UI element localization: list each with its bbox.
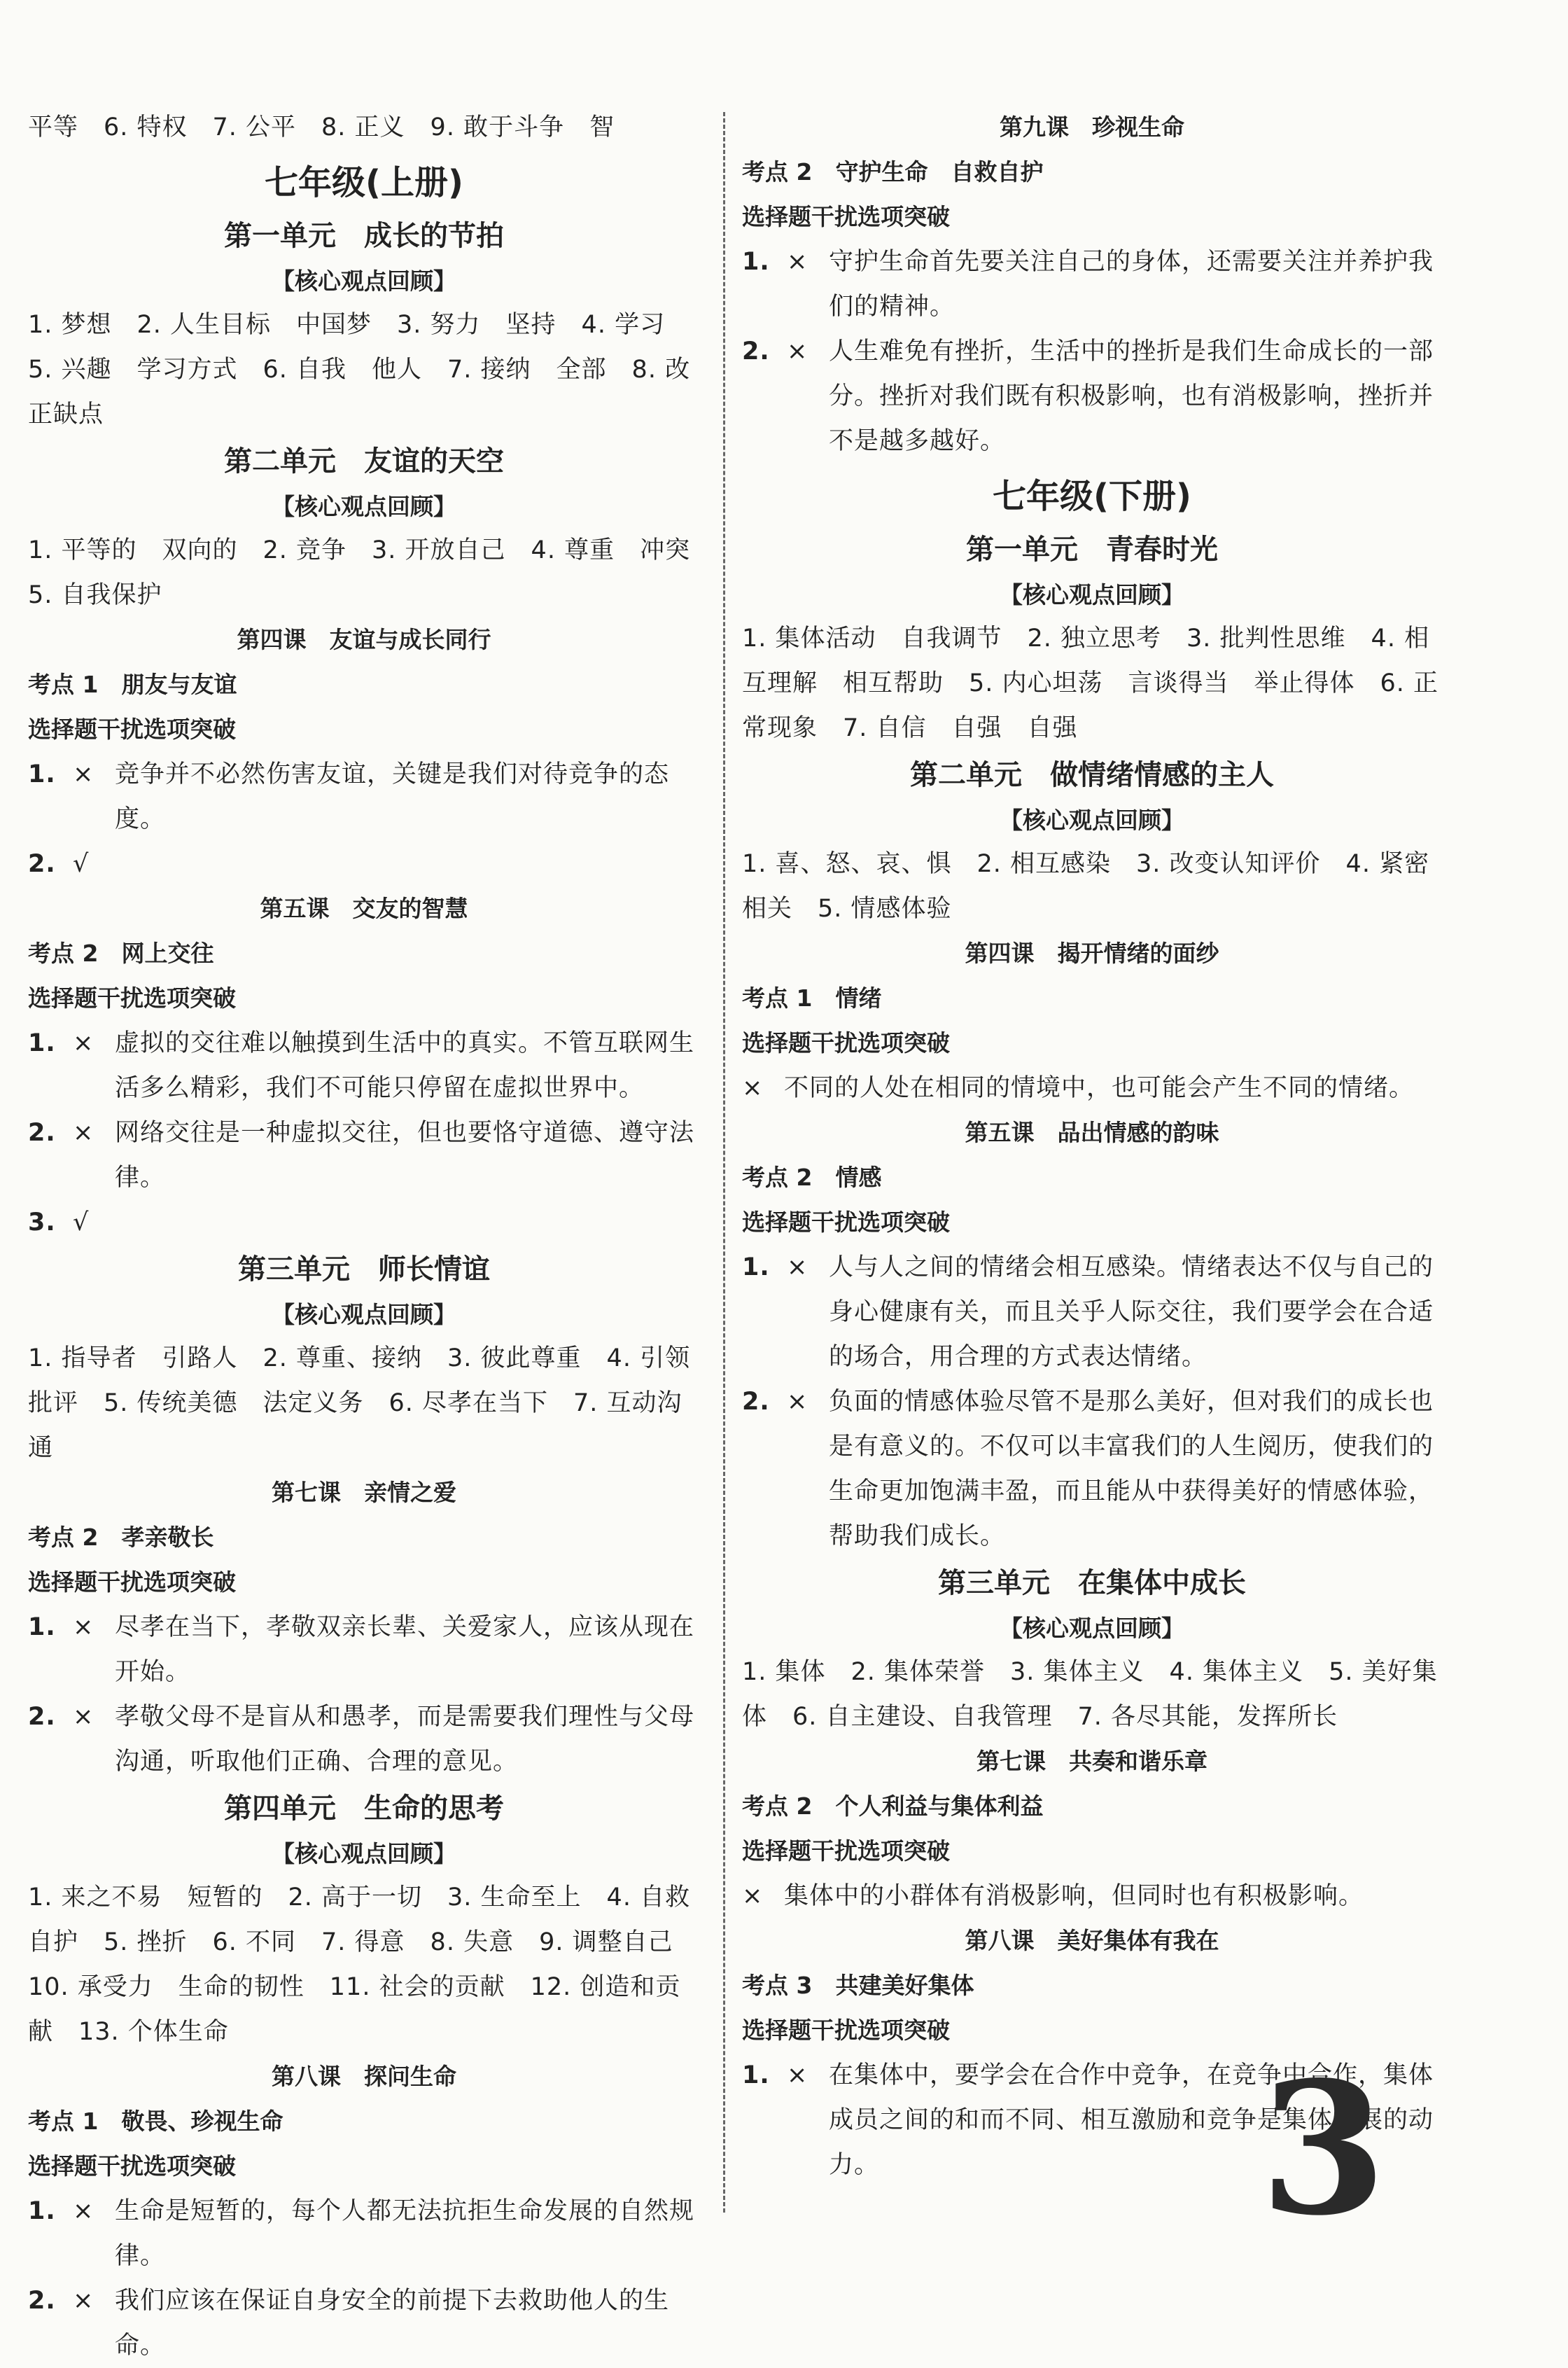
cross-mark: × [73,2287,94,2315]
answer-item [742,1379,1442,1559]
exam-point: 考点 2 网上交往 [28,940,214,967]
answer-item [742,1066,1442,1110]
review-heading: 【核心观点回顾】 [1000,1615,1184,1642]
lesson-heading-9: 第九课 珍视生命 [1000,113,1184,141]
cross-mark: × [73,1119,94,1147]
review-heading: 【核心观点回顾】 [272,493,456,520]
answer-item [28,842,700,886]
section-subheading: 选择题干扰选项突破 [742,2017,950,2044]
unit-heading-1: 第一单元 青春时光 [966,534,1218,566]
item-number: 2. [28,2287,56,2315]
answer-item [28,1110,700,1200]
section-subheading: 选择题干扰选项突破 [28,1568,236,1596]
item-number: 1. [28,1613,56,1641]
cross-mark: × [742,1074,764,1102]
cross-mark: × [787,1253,808,1281]
lesson-heading-7: 第七课 亲情之爱 [272,1479,456,1506]
cross-mark: × [787,248,808,276]
section-subheading: 选择题干扰选项突破 [742,1029,950,1057]
item-number: 1. [28,2197,56,2225]
item-number: 1. [742,248,770,276]
review-heading: 【核心观点回顾】 [1000,807,1184,834]
unit-heading-3: 第三单元 在集体中成长 [938,1567,1246,1599]
review-heading: 【核心观点回顾】 [272,1301,456,1328]
item-text: 竞争并不必然伤害友谊，关键是我们对待竞争的态度。 [115,760,670,833]
exam-point: 考点 3 共建美好集体 [742,1972,974,1999]
lesson-heading-4: 第四课 揭开情绪的面纱 [965,940,1219,967]
answer-item [28,752,700,842]
cross-mark: × [73,1613,94,1641]
answer-item [28,1694,700,1784]
exam-point: 考点 1 敬畏、珍视生命 [28,2108,284,2135]
review-answers: 1. 集体 2. 集体荣誉 3. 集体主义 4. 集体主义 5. 美好集体 6. 自主建设、自我管理 7. 各尽其能，发挥所长 [742,1658,1438,1731]
item-text: 网络交往是一种虚拟交往，但也要恪守道德、遵守法律。 [115,1119,695,1192]
item-text: 守护生命首先要关注自己的身体，还需要关注并养护我们的精神。 [829,248,1434,321]
answer-item [742,1245,1442,1379]
lesson-heading-4: 第四课 友谊与成长同行 [237,626,491,653]
answer-item [28,1021,700,1110]
item-text: 人生难免有挫折，生活中的挫折是我们生命成长的一部分。挫折对我们既有积极影响，也有消极影响，挫折并不是越多越好。 [829,337,1434,455]
item-number: 2. [742,1388,770,1416]
exam-point: 考点 1 朋友与友谊 [28,671,237,698]
unit-heading-3: 第三单元 师长情谊 [238,1253,490,1286]
cross-mark: × [742,1882,764,1910]
cross-mark: × [73,2197,94,2225]
section-subheading: 选择题干扰选项突破 [742,1837,950,1865]
exam-point: 考点 2 孝亲敬长 [28,1524,214,1551]
item-number: 1. [28,1029,56,1057]
review-answers: 1. 平等的 双向的 2. 竞争 3. 开放自己 4. 尊重 冲突 5. 自我保护 [28,536,716,609]
lesson-heading-8: 第八课 探问生命 [272,2063,456,2090]
section-subheading: 选择题干扰选项突破 [742,203,950,230]
grade-heading-upper: 七年级(上册) [265,163,463,202]
section-subheading: 选择题干扰选项突破 [28,984,236,1012]
review-answers: 1. 集体活动 自我调节 2. 独立思考 3. 批判性思维 4. 相互理解 相互帮助 5. 内心坦荡 言谈得当 举止得体 6. 正常现象 7. 自信 自强 自强 [742,625,1439,742]
item-text: 不同的人处在相同的情境中，也可能会产生不同的情绪。 [784,1074,1415,1102]
item-text: 孝敬父母不是盲从和愚孝，而是需要我们理性与父母沟通，听取他们正确、合理的意见。 [115,1703,695,1776]
continued-answers: 平等 6. 特权 7. 公平 8. 正义 9. 敢于斗争 智 [28,113,615,141]
answer-item [742,239,1442,329]
exam-point: 考点 1 情绪 [742,984,882,1012]
exam-point: 考点 2 情感 [742,1164,882,1191]
item-number: 1. [28,760,56,788]
cross-mark: × [73,760,94,788]
exam-point: 考点 2 个人利益与集体利益 [742,1792,1044,1820]
item-text: 我们应该在保证自身安全的前提下去救助他人的生命。 [115,2287,670,2360]
answer-item [28,2189,700,2278]
unit-heading-1: 第一单元 成长的节拍 [224,220,504,252]
review-answers: 1. 指导者 引路人 2. 尊重、接纳 3. 彼此尊重 4. 引领 批评 5. 传统美德 法定义务 6. 尽孝在当下 7. 互动沟通 [28,1344,716,1462]
item-number: 3. [28,1209,56,1237]
review-heading: 【核心观点回顾】 [272,267,456,295]
review-heading: 【核心观点回顾】 [1000,581,1184,608]
column-divider [723,112,725,2213]
item-number: 1. [742,2061,770,2089]
item-number: 2. [28,1703,56,1731]
review-answers: 1. 来之不易 短暂的 2. 高于一切 3. 生命至上 4. 自救自护 5. 挫折 6. 不同 7. 得意 8. 失意 9. 调整自己 10. 承受力 生命的韧性 11. 社会的贡献 12. 创造和贡献 13. 个体生命 [28,1883,699,2046]
cross-mark: × [73,1029,94,1057]
right-column [742,105,1442,2187]
item-text: 集体中的小群体有消极影响，但同时也有积极影响。 [784,1882,1364,1910]
left-column [28,105,716,2368]
section-subheading: 选择题干扰选项突破 [28,2152,236,2180]
review-answers: 1. 梦想 2. 人生目标 中国梦 3. 努力 坚持 4. 学习 5. 兴趣 学习方式 6. 自我 他人 7. 接纳 全部 8. 改正缺点 [28,311,691,429]
grade-heading-lower: 七年级(下册) [993,477,1191,516]
item-text: 负面的情感体验尽管不是那么美好，但对我们的成长也是有意义的。不仅可以丰富我们的人生阅历，使我们的生命更加饱满丰盈，而且能从中获得美好的情感体验，帮助我们成长。 [829,1388,1434,1550]
unit-heading-4: 第四单元 生命的思考 [224,1792,504,1825]
page-number: 3 [1260,2042,1387,2256]
item-text: 人与人之间的情绪会相互感染。情绪表达不仅与自己的身心健康有关，而且关乎人际交往，我们要学会在合适的场合，用合理的方式表达情绪。 [829,1253,1434,1371]
cross-mark: × [787,337,808,365]
check-mark: √ [73,850,90,878]
answer-item [28,1605,700,1694]
cross-mark: × [73,1703,94,1731]
item-text: 尽孝在当下，孝敬双亲长辈、关爱家人，应该从现在开始。 [115,1613,695,1686]
review-heading: 【核心观点回顾】 [272,1840,456,1867]
unit-heading-2: 第二单元 友谊的天空 [224,445,504,478]
exam-point: 考点 2 守护生命 自救自护 [742,158,1044,186]
lesson-heading-7: 第七课 共奏和谐乐章 [976,1748,1208,1775]
item-number: 1. [742,1253,770,1281]
cross-mark: × [787,1388,808,1416]
item-number: 2. [742,337,770,365]
answer-item [742,329,1442,464]
review-answers: 1. 喜、怒、哀、惧 2. 相互感染 3. 改变认知评价 4. 紧密相关 5. 情感体验 [742,850,1430,923]
check-mark: √ [73,1209,90,1237]
cross-mark: × [787,2061,808,2089]
item-number: 2. [28,1119,56,1147]
item-number: 2. [28,850,56,878]
item-text: 在集体中，要学会在合作中竞争，在竞争中合作，集体成员之间的和而不同、相互激励和竞争是集体发展的动力。 [829,2061,1434,2179]
answer-item [742,1874,1442,1918]
section-subheading: 选择题干扰选项突破 [742,1209,950,1236]
unit-heading-2: 第二单元 做情绪情感的主人 [910,759,1274,791]
lesson-heading-8: 第八课 美好集体有我在 [965,1927,1219,1954]
answer-item [28,2278,700,2368]
section-subheading: 选择题干扰选项突破 [28,716,236,743]
item-text: 虚拟的交往难以触摸到生活中的真实。不管互联网生活多么精彩，我们不可能只停留在虚拟世界中。 [115,1029,695,1102]
item-text: 生命是短暂的，每个人都无法抗拒生命发展的自然规律。 [115,2197,695,2270]
lesson-heading-5: 第五课 品出情感的韵味 [965,1119,1219,1146]
answer-item [28,1200,700,1245]
lesson-heading-5: 第五课 交友的智慧 [260,895,468,922]
